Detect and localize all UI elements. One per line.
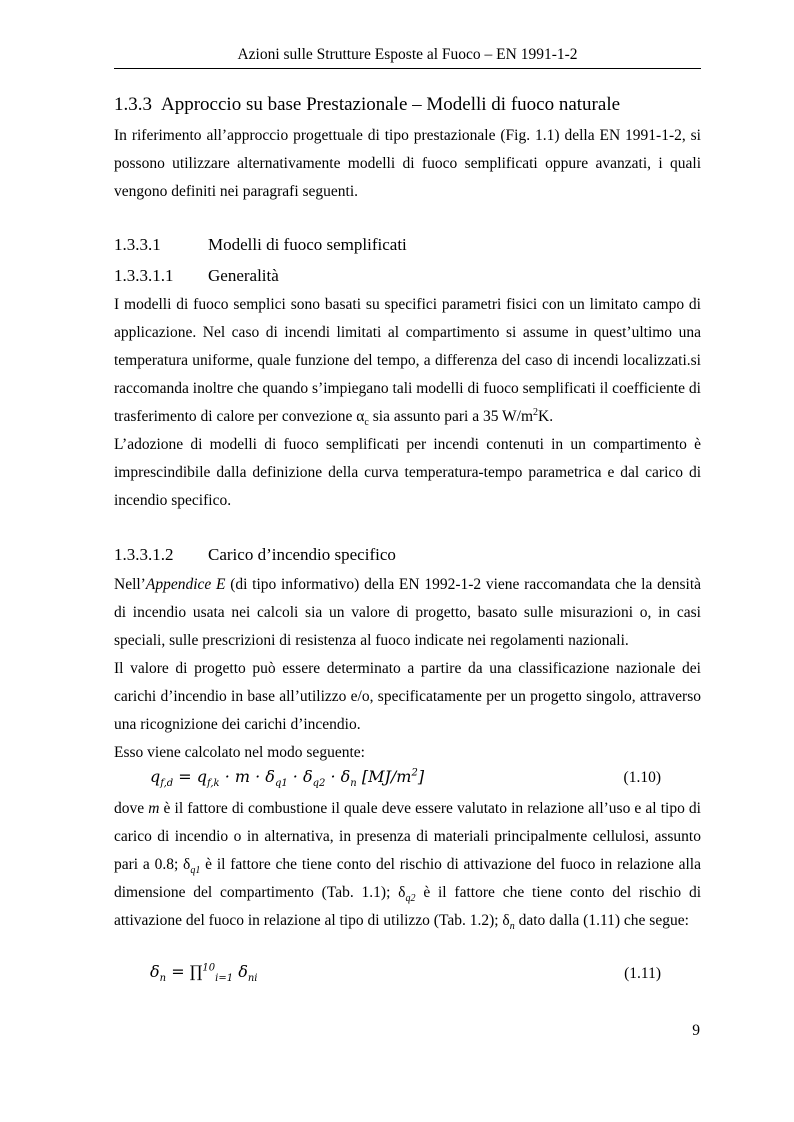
eq1-unit-sup: 2 [411, 767, 418, 779]
eq2-prod-sup: 10 [202, 962, 216, 974]
dove-s2: q2 [405, 893, 416, 905]
section-heading [114, 94, 620, 116]
eq1-rhs: = q [178, 767, 208, 786]
eq2-term: δ [238, 962, 248, 981]
subsubsection-title: Generalità [208, 266, 279, 285]
eq1-unit-end: ] [417, 767, 425, 786]
eq1-rest: · m · δ [224, 767, 275, 786]
carico-paragraph [114, 571, 701, 655]
dove-m: m [148, 800, 160, 817]
subsubsection-title-2: Carico d’incendio specifico [208, 545, 396, 564]
eq2-lhs: δ [150, 962, 160, 981]
eq1-mid2: · δ [330, 767, 351, 786]
valore-paragraph: Il valore di progetto può essere determinato a partire da una classificazione nazionale dei carichi d’incendio in base all’utilizzo e/o, specificatamente per un progetto singolo, attraverso una ricognizione dei carichi d’incendio. [114, 660, 701, 733]
general-text-a: I modelli di fuoco semplici sono basati su specifici parametri fisici con un limitato campo di applicazione. Nel caso di incendi limitati al compartimento si assume in quest’ultimo una temperatura uniforme, quale funzione del tempo, a differenza del caso di incendi localizzati.si raccomanda inoltre che quando s’impiegano tali modelli di fuoco semplificati il coefficiente di trasferimento di calore per convezione α [114, 296, 701, 425]
eq1-lhs-sub: f,d [160, 778, 174, 790]
general-paragraph [114, 291, 701, 431]
section-number: 1.3.3 [114, 94, 152, 115]
subsection-title: Modelli di fuoco semplificati [208, 235, 407, 254]
eq1-unit: [MJ/m [361, 767, 412, 786]
header-rule [114, 68, 701, 69]
eq1-d3: n [350, 778, 357, 790]
equation-1-11 [150, 962, 258, 985]
eq1-lhs: q [150, 767, 161, 786]
eq1-rhs-sub: f,k [207, 778, 220, 790]
appendix-reference: Appendice E [145, 576, 226, 593]
section-title: Approccio su base Prestazionale – Modelli di fuoco naturale [161, 94, 621, 115]
dove-s3: n [509, 921, 515, 933]
subsubsection-number-2: 1.3.3.1.2 [114, 545, 174, 564]
eq1-d2: q2 [312, 778, 326, 790]
dove-t5: dato dalla (1.11) che segue: [514, 912, 689, 929]
eq2-equals: = [171, 962, 185, 981]
esso-paragraph: Esso viene calcolato nel modo seguente: [114, 744, 365, 761]
carico-text-b: (di tipo informativo) della EN 1992-1-2 viene raccomandata che la densità di incendio usata nei calcoli sia un valore di progetto, basato sulle misurazioni o, in casi speciali, sulle prescrizioni di resistenza al fuoco indicate nei regolamenti nazionali. [114, 576, 702, 649]
unit-superscript: 2 [533, 406, 539, 418]
dove-t4: è il fattore che tiene conto del rischio di attivazione del fuoco in relazione al tipo di utilizzo (Tab. 1.2); δ [114, 884, 701, 929]
dove-paragraph [114, 795, 701, 935]
eq2-lhs-sub: n [159, 973, 167, 985]
dove-t3: è il fattore che tiene conto del rischio di attivazione del fuoco in relazione alla dimensione del compartimento (Tab. 1.1); δ [114, 856, 701, 901]
subsection-heading [114, 235, 407, 255]
intro-paragraph: In riferimento all’approccio progettuale di tipo prestazionale (Fig. 1.1) della EN 1991-1-2, si possono utilizzare alternativamente modelli di fuoco semplificati oppure avanzati, i quali vengono definiti nei paragrafi seguenti. [114, 127, 701, 200]
carico-text-a: Nell’ [114, 576, 146, 593]
eq1-mid: · δ [292, 767, 313, 786]
equation-1-10 [150, 767, 425, 790]
general-text-c: K. [538, 408, 554, 425]
subsubsection-number: 1.3.3.1.1 [114, 266, 174, 285]
running-header: Azioni sulle Strutture Esposte al Fuoco – EN 1991-1-2 [237, 46, 578, 63]
equation-number-1-11: (1.11) [624, 965, 661, 982]
general-paragraph-2: L’adozione di modelli di fuoco semplificati per incendi contenuti in un compartimento è imprescindibile dalla definizione della curva temperatura-tempo parametrica e dal carico di incendio specifico. [114, 436, 701, 509]
equation-number-1-10: (1.10) [623, 769, 661, 786]
general-text-b: sia assunto pari a 35 W/m [368, 408, 534, 425]
dove-t1: dove [114, 800, 149, 817]
eq2-product: ∏ [189, 962, 203, 981]
dove-t2: è il fattore di combustione il quale deve essere valutato in relazione all’uso e al tipo di carico di incendio o in alternativa, in presenza di materiali principalmente cellulosi, assunto pari a 0.8; δ [114, 800, 701, 873]
alpha-subscript: c [364, 417, 369, 429]
subsubsection-heading [114, 266, 279, 286]
eq2-term-sub: ni [247, 973, 258, 985]
eq2-prod-sub: i=1 [215, 973, 234, 985]
subsection-number: 1.3.3.1 [114, 235, 161, 254]
page-number: 9 [692, 1022, 700, 1039]
dove-s1: q1 [190, 865, 201, 877]
subsubsection-heading-2 [114, 545, 396, 565]
eq1-d1: q1 [274, 778, 288, 790]
